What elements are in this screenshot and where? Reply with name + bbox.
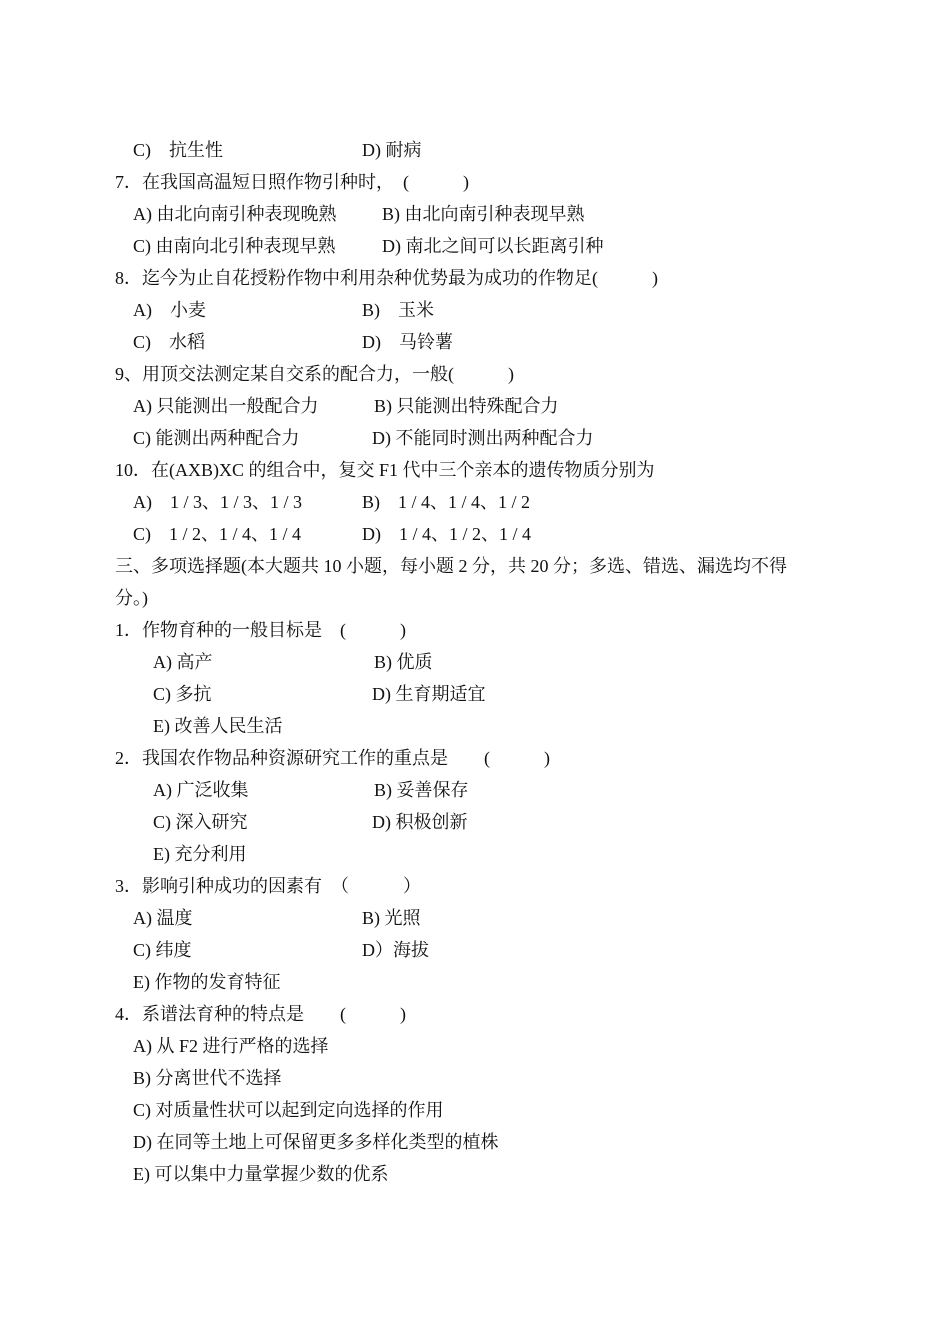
question-8-option-b: B) 玉米 <box>362 300 434 320</box>
multi-question-4-option-c: C) 对质量性状可以起到定向选择的作用 <box>133 1100 444 1120</box>
question-8-option-d: D) 马铃薯 <box>362 332 453 352</box>
question-7-option-c: C) 由南向北引种表现早熟 <box>133 236 336 256</box>
question-8-option-a: A) 小麦 <box>133 300 206 320</box>
question-10-option-d: D) 1 / 4、1 / 2、1 / 4 <box>362 524 531 544</box>
multi-question-4-option-e: E) 可以集中力量掌握少数的优系 <box>133 1164 389 1184</box>
question-9-option-a: A) 只能测出一般配合力 <box>133 396 319 416</box>
multi-question-1-option-b: B) 优质 <box>374 652 433 672</box>
section-3-heading-cont: 分。) <box>115 588 148 608</box>
question-8-option-c: C) 水稻 <box>133 332 205 352</box>
multi-question-1-option-c: C) 多抗 <box>153 684 212 704</box>
multi-question-1-option-d: D) 生育期适宜 <box>372 684 486 704</box>
question-10: 10．在(AXB)XC 的组合中，复交 F1 代中三个亲本的遗传物质分别为 <box>115 460 655 480</box>
multi-question-4-option-b: B) 分离世代不选择 <box>133 1068 282 1088</box>
multi-question-3-option-e: E) 作物的发育特征 <box>133 972 281 992</box>
multi-question-1-option-a: A) 高产 <box>153 652 213 672</box>
question-10-option-b: B) 1 / 4、1 / 4、1 / 2 <box>362 492 531 512</box>
option-d-prev: D) 耐病 <box>362 140 422 160</box>
multi-question-2-option-c: C) 深入研究 <box>153 812 248 832</box>
question-8: 8．迄今为止自花授粉作物中利用杂种优势最为成功的作物足( ) <box>115 268 658 288</box>
question-10-option-a: A) 1 / 3、1 / 3、1 / 3 <box>133 492 302 512</box>
multi-question-4-option-d: D) 在同等土地上可保留更多多样化类型的植株 <box>133 1132 499 1152</box>
option-c-prev: C) 抗生性 <box>133 140 223 160</box>
question-10-option-c: C) 1 / 2、1 / 4、1 / 4 <box>133 524 302 544</box>
multi-question-3-option-d: D）海拔 <box>362 940 429 960</box>
multi-question-2-option-d: D) 积极创新 <box>372 812 468 832</box>
multi-question-4: 4．系谱法育种的特点是 ( ) <box>115 1004 406 1024</box>
question-7: 7．在我国高温短日照作物引种时， ( ) <box>115 172 469 192</box>
multi-question-2-option-e: E) 充分利用 <box>153 844 247 864</box>
multi-question-2: 2．我国农作物品种资源研究工作的重点是 ( ) <box>115 748 550 768</box>
question-9: 9、用顶交法测定某自交系的配合力，一般( ) <box>115 364 514 384</box>
question-9-option-d: D) 不能同时测出两种配合力 <box>372 428 594 448</box>
multi-question-3-option-b: B) 光照 <box>362 908 421 928</box>
question-9-option-b: B) 只能测出特殊配合力 <box>374 396 559 416</box>
multi-question-2-option-b: B) 妥善保存 <box>374 780 469 800</box>
question-7-option-a: A) 由北向南引种表现晚熟 <box>133 204 337 224</box>
multi-question-1: 1．作物育种的一般目标是 ( ) <box>115 620 406 640</box>
multi-question-1-option-e: E) 改善人民生活 <box>153 716 283 736</box>
section-3-heading: 三、多项选择题(本大题共 10 小题，每小题 2 分，共 20 分；多选、错选、漏选均不得 <box>115 556 787 576</box>
multi-question-3-option-a: A) 温度 <box>133 908 193 928</box>
question-9-option-c: C) 能测出两种配合力 <box>133 428 300 448</box>
question-7-option-d: D) 南北之间可以长距离引种 <box>382 236 604 256</box>
multi-question-3: 3．影响引种成功的因素有 （ ） <box>115 876 421 896</box>
multi-question-2-option-a: A) 广泛收集 <box>153 780 249 800</box>
question-7-option-b: B) 由北向南引种表现早熟 <box>382 204 585 224</box>
multi-question-4-option-a: A) 从 F2 进行严格的选择 <box>133 1036 329 1056</box>
multi-question-3-option-c: C) 纬度 <box>133 940 192 960</box>
